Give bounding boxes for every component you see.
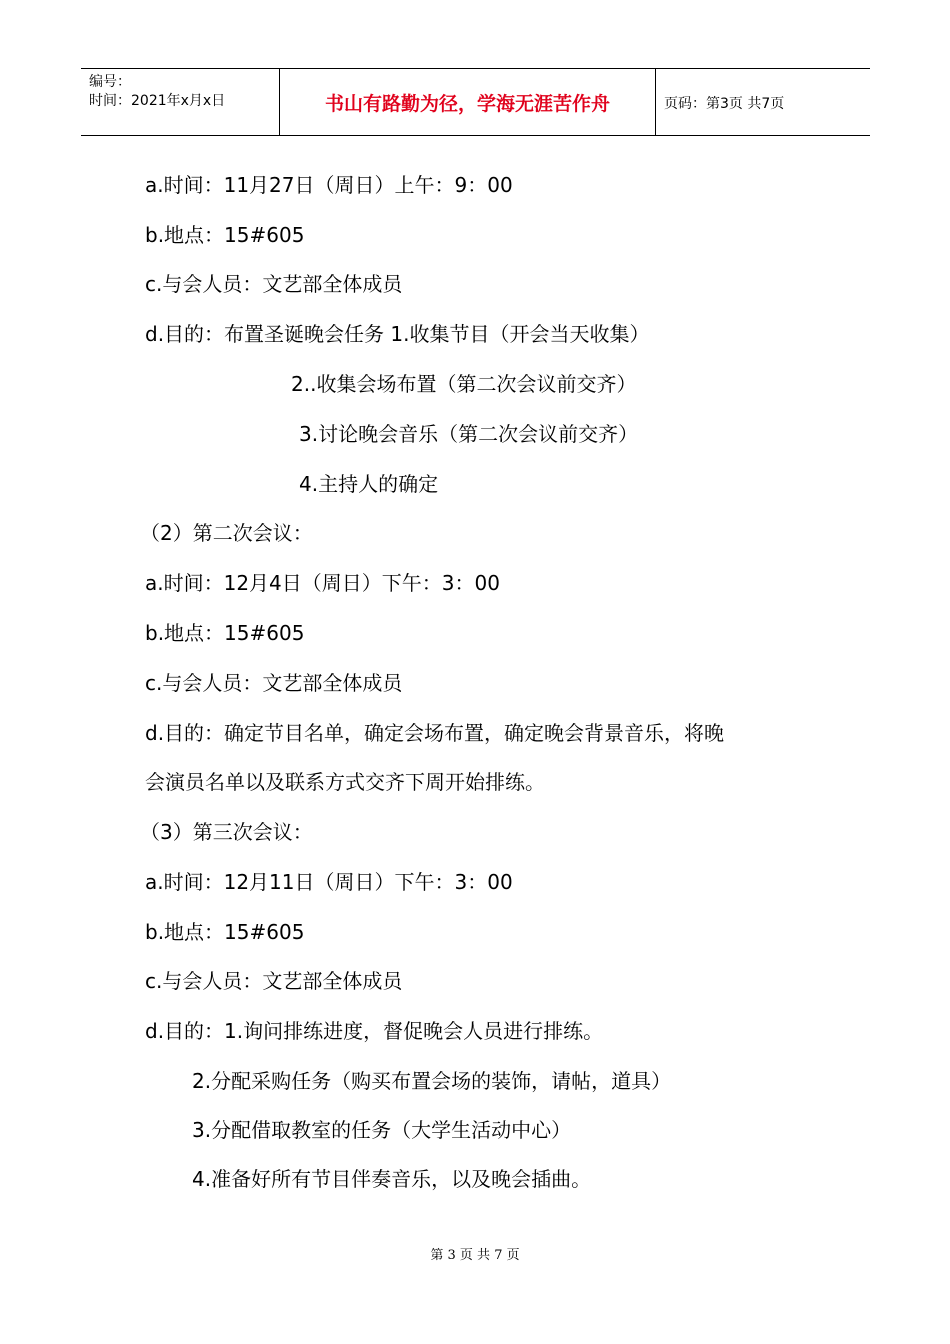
meeting1-task-2: 2..收集会场布置（第二次会议前交齐） [291, 372, 637, 396]
meeting3-task-3: 3.分配借取教室的任务（大学生活动中心） [192, 1118, 572, 1142]
page-footer: 第 3 页 共 7 页 [430, 1248, 520, 1263]
meeting2-location: b.地点：15#605 [145, 621, 305, 645]
document-time-label: 时间：2021年x月x日 [89, 93, 226, 109]
meeting2-purpose: d.目的：确定节目名单，确定会场布置，确定晚会背景音乐，将晚 [145, 721, 725, 745]
document-header [81, 68, 870, 136]
meeting3-purpose: d.目的：1.询问排练进度，督促晚会人员进行排练。 [145, 1019, 604, 1043]
meeting3-task-4: 4.准备好所有节目伴奏音乐，以及晚会插曲。 [192, 1167, 592, 1191]
meeting1-location: b.地点：15#605 [145, 223, 305, 247]
meeting2-heading: （2）第二次会议： [140, 521, 313, 545]
meeting1-attendees: c.与会人员：文艺部全体成员 [145, 272, 403, 296]
header-page-info: 页码：第3页 共7页 [664, 96, 785, 112]
meeting1-task-4: 4.主持人的确定 [299, 472, 439, 496]
document-number-label: 编号： [89, 74, 131, 90]
meeting1-time: a.时间：11月27日（周日）上午：9：00 [145, 173, 513, 197]
meeting1-task-3: 3.讨论晚会音乐（第二次会议前交齐） [299, 422, 639, 446]
meeting3-heading: （3）第三次会议： [140, 820, 313, 844]
meeting3-task-2: 2.分配采购任务（购买布置会场的装饰，请帖，道具） [192, 1069, 672, 1093]
meeting3-time: a.时间：12月11日（周日）下午：3：00 [145, 870, 513, 894]
meeting2-time: a.时间：12月4日（周日）下午：3：00 [145, 571, 500, 595]
meeting2-attendees: c.与会人员：文艺部全体成员 [145, 671, 403, 695]
meeting3-location: b.地点：15#605 [145, 920, 305, 944]
header-motto-cell [280, 69, 656, 135]
header-page-cell [656, 69, 870, 135]
meeting3-attendees: c.与会人员：文艺部全体成员 [145, 969, 403, 993]
meeting2-purpose-cont: 会演员名单以及联系方式交齐下周开始排练。 [145, 770, 545, 794]
header-meta-cell [81, 69, 280, 135]
meeting1-purpose: d.目的：布置圣诞晚会任务 1.收集节目（开会当天收集） [145, 322, 650, 346]
header-motto: 书山有路勤为径，学海无涯苦作舟 [324, 93, 610, 115]
